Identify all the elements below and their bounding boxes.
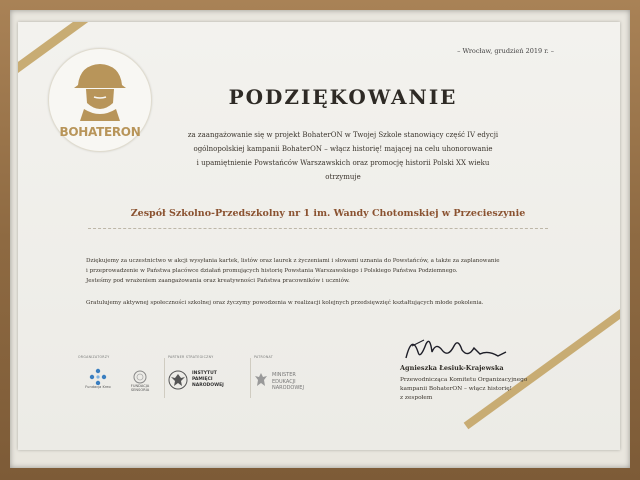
partners-heading-strategic: PARTNER STRATEGICZNY	[168, 355, 214, 359]
intro-text	[168, 128, 518, 184]
men-line: EDUKACJI	[272, 378, 296, 385]
ipn-label	[192, 371, 224, 389]
partner-divider	[250, 358, 251, 398]
body-line: i przeprowadzenie w Państwa placówce działań promujących historię Powstania Warszawskiego i Polskiego Państwa Podziemnego.	[86, 268, 458, 274]
signer-name: Agnieszka Łesiuk-Krajewska	[400, 364, 504, 372]
intro-line: za zaangażowanie się w projekt BohaterON w Twojej Szkole stanowiący część IV edycji	[187, 131, 499, 139]
men-line: MINISTER	[272, 372, 296, 378]
certificate-title: PODZIĘKOWANIE	[228, 85, 458, 109]
intro-line: i upamiętnienie Powstańców Warszawskich oraz promocję historii Polski XX wieku	[196, 159, 490, 167]
soldier-helmet-icon	[70, 59, 130, 125]
partner-label: Fundacja Kreo	[85, 385, 111, 389]
body-line: Jesteśmy pod wrażeniem zaangażowania oraz kreatywności Państwa pracowników i uczniów.	[86, 278, 350, 284]
ipn-line: PAMIĘCI	[192, 377, 213, 382]
body-text	[86, 256, 566, 286]
partner-fundacja-kreo	[78, 367, 118, 389]
ipn-line: NARODOWEJ	[192, 383, 224, 388]
partner-divider	[164, 358, 165, 398]
recipient-name: Zespół Szkolno-Przedszkolny nr 1 im. Wandy Chotomskiej w Przecieszynie	[130, 208, 526, 219]
ipn-line: INSTYTUT	[192, 371, 217, 376]
divider	[88, 228, 548, 229]
role-line: kampanii BohaterON – włącz historię!	[400, 386, 513, 392]
intro-line: otrzymuje	[325, 173, 361, 181]
date-place: – Wrocław, grudzień 2019 r. –	[457, 47, 554, 55]
logo-text: BOHATERON	[59, 125, 141, 139]
men-label	[272, 372, 304, 392]
eagle-emblem-icon	[254, 372, 268, 388]
men-line: NARODOWEJ	[272, 385, 304, 391]
role-line: z zespołem	[400, 395, 433, 401]
partners-heading-patronage: PATRONAT	[254, 355, 273, 359]
sensoria-logo-icon	[133, 370, 147, 384]
intro-line: ogólnopolskiej kampanii BohaterON – włącz historię! mającej na celu uhonorowanie	[193, 145, 493, 153]
bohateron-logo	[48, 48, 152, 152]
eagle-emblem-icon	[168, 370, 188, 390]
partner-fundacja-sensoria	[122, 370, 158, 392]
signer-role	[400, 376, 560, 403]
body-line: Dziękujemy za uczestnictwo w akcji wysyłania kartek, listów oraz laurek z życzeniami i słowami uznania do Powstańców, a także za zaplanowanie	[86, 258, 500, 264]
congratulations-text: Gratulujemy aktywnej społeczności szkolnej oraz życzymy powodzenia w realizacji kolejnych przedsięwzięć kształtujących młode pokolenia.	[86, 300, 484, 306]
handwritten-signature	[402, 332, 512, 366]
kreo-logo-icon	[88, 367, 108, 385]
certificate	[18, 22, 620, 450]
partner-label: FUNDACJA SENSORIA	[130, 384, 150, 392]
partners-heading-organizers: ORGANIZATORZY	[78, 355, 110, 359]
role-line: Przewodnicząca Komitetu Organizacyjnego	[400, 377, 528, 383]
